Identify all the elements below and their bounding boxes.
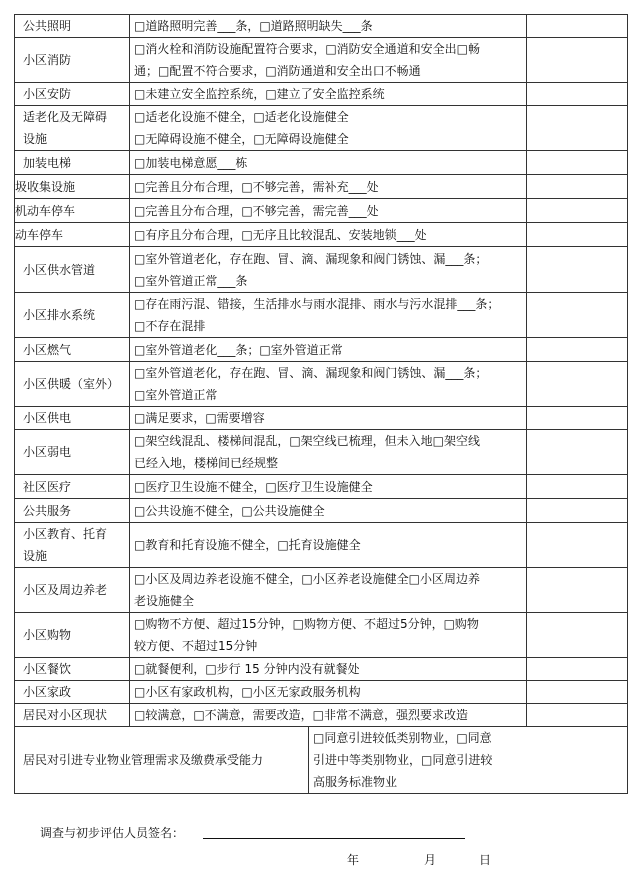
table-row: [15, 407, 628, 430]
row-label: 小区餐饮: [15, 658, 130, 681]
row-options: [130, 38, 527, 83]
row-label: 机动车停车: [15, 199, 130, 223]
remarks-cell: [527, 223, 628, 247]
row-options: [130, 523, 527, 568]
row-options: [130, 430, 527, 475]
row-options: [130, 681, 527, 704]
remarks-cell: [527, 499, 628, 523]
survey-table: [14, 14, 628, 794]
remarks-cell: [527, 247, 628, 293]
row-label: 小区供电: [15, 407, 130, 430]
remarks-cell: [527, 362, 628, 407]
remarks-cell: [527, 175, 628, 199]
table-row: [15, 338, 628, 362]
row-label: 动车停车: [15, 223, 130, 247]
table-row: [15, 151, 628, 175]
row-options: [130, 475, 527, 499]
remarks-cell: [527, 106, 628, 151]
option-line: 引进中等类别物业，□同意引进较: [313, 753, 493, 767]
row-options: [130, 362, 527, 407]
table-row: [15, 175, 628, 199]
table-row: [15, 15, 628, 38]
option-line: □小区有家政机构，□小区无家政服务机构: [134, 685, 361, 699]
option-line: □道路照明完善___条，□道路照明缺失___条: [134, 19, 373, 33]
label-line: 设施: [23, 549, 48, 563]
table-row: [15, 362, 628, 407]
remarks-cell: [527, 613, 628, 658]
option-line: □室外管道老化___条；□室外管道正常: [134, 342, 343, 357]
option-line: 已经入地，楼梯间已经规整: [134, 456, 279, 470]
table-row: [15, 613, 628, 658]
table-row: [15, 199, 628, 223]
table-row: [15, 38, 628, 83]
option-line: □存在雨污混、错接，生活排水与雨水混排、雨水与污水混排___条；: [134, 297, 500, 311]
remarks-cell: [527, 681, 628, 704]
table-row: [15, 727, 628, 794]
row-options: [130, 83, 527, 106]
label-line: 设施: [23, 132, 48, 146]
option-line: □公共设施不健全，□公共设施健全: [134, 503, 325, 518]
option-line: □消火栓和消防设施配置符合要求，□消防安全通道和安全出□畅: [134, 42, 481, 56]
row-label: 小区燃气: [15, 338, 130, 362]
option-line: □室外管道正常: [134, 388, 218, 402]
remarks-cell: [527, 151, 628, 175]
signature-label: 调查与初步评估人员签名：: [40, 826, 185, 840]
remarks-cell: [527, 15, 628, 38]
row-options: [130, 704, 527, 727]
row-label: 小区供水管道: [15, 247, 130, 293]
option-line: □完善且分布合理，□不够完善，需完善___处: [134, 203, 379, 218]
option-line: □有序且分布合理，□无序且比较混乱、安装地锁___处: [134, 227, 427, 242]
row-label: 小区消防: [15, 38, 130, 83]
row-label: [15, 106, 130, 151]
row-label: 小区弱电: [15, 430, 130, 475]
option-line: □室外管道老化，存在跑、冒、滴、漏现象和阀门锈蚀、漏___条；: [134, 251, 488, 266]
table-row: [15, 83, 628, 106]
row-options: [130, 568, 527, 613]
table-row: [15, 681, 628, 704]
row-label: 小区家政: [15, 681, 130, 704]
signature-line[interactable]: [203, 838, 465, 839]
table-row: [15, 106, 628, 151]
row-options: [130, 338, 527, 362]
row-label: [15, 523, 130, 568]
option-line: □教育和托育设施不健全，□托育设施健全: [134, 538, 361, 552]
row-label: 小区供暖（室外）: [15, 362, 130, 407]
table-row: [15, 475, 628, 499]
row-label: 社区医疗: [15, 475, 130, 499]
row-label: 居民对小区现状: [15, 704, 130, 727]
option-line: □满足要求，□需要增容: [134, 411, 265, 425]
date-month: 月: [424, 853, 437, 867]
option-line: 通；□配置不符合要求，□消防通道和安全出口不畅通: [134, 64, 421, 78]
option-line: 高服务标准物业: [313, 775, 398, 789]
table-row: [15, 523, 628, 568]
row-options: [130, 151, 527, 175]
row-options: [130, 175, 527, 199]
option-line: □无障碍设施不健全，□无障碍设施健全: [134, 132, 349, 146]
option-line: □就餐便利，□步行 15 分钟内没有就餐处: [134, 662, 360, 676]
row-label: 公共照明: [15, 15, 130, 38]
row-label: 公共服务: [15, 499, 130, 523]
table-row: [15, 430, 628, 475]
remarks-cell: [527, 568, 628, 613]
row-options: [130, 15, 527, 38]
row-options: [130, 658, 527, 681]
option-line: □较满意，□不满意，需要改造，□非常不满意，强烈要求改造: [134, 708, 469, 722]
table-row: [15, 499, 628, 523]
option-line: □加装电梯意愿___栋: [134, 155, 248, 170]
option-line: □室外管道老化，存在跑、冒、滴、漏现象和阀门锈蚀、漏___条；: [134, 366, 488, 380]
row-label: 圾收集设施: [15, 175, 130, 199]
remarks-cell: [527, 430, 628, 475]
remarks-cell: [527, 38, 628, 83]
option-line: □同意引进较低类别物业，□同意: [313, 731, 492, 745]
row-options: [130, 106, 527, 151]
option-line: □完善且分布合理，□不够完善，需补充___处: [134, 179, 379, 194]
option-line: □购物不方便、超过15分钟，□购物方便、不超过5分钟，□购物: [134, 617, 479, 631]
remarks-cell: [527, 475, 628, 499]
table-row: [15, 568, 628, 613]
row-options: [130, 223, 527, 247]
table-row: [15, 704, 628, 727]
option-line: 老设施健全: [134, 594, 195, 608]
table-row: [15, 658, 628, 681]
date-year: 年: [347, 853, 360, 867]
row-options: [130, 293, 527, 338]
final-row-options: [309, 727, 628, 794]
table-row: [15, 247, 628, 293]
remarks-cell: [527, 704, 628, 727]
label-line: 适老化及无障碍: [23, 110, 108, 124]
row-options: [130, 613, 527, 658]
row-label: 加装电梯: [15, 151, 130, 175]
row-label: 小区安防: [15, 83, 130, 106]
option-line: 较方便、不超过15分钟: [134, 639, 258, 653]
table-row: [15, 223, 628, 247]
row-label: 小区排水系统: [15, 293, 130, 338]
table-row: [15, 293, 628, 338]
remarks-cell: [527, 523, 628, 568]
option-line: □室外管道正常___条: [134, 273, 248, 288]
remarks-cell: [527, 407, 628, 430]
remarks-cell: [527, 338, 628, 362]
row-options: [130, 247, 527, 293]
option-line: □适老化设施不健全，□适老化设施健全: [134, 110, 349, 124]
row-label: 小区及周边养老: [15, 568, 130, 613]
remarks-cell: [527, 199, 628, 223]
row-options: [130, 499, 527, 523]
option-line: □小区及周边养老设施不健全，□小区养老设施健全□小区周边养: [134, 572, 481, 586]
date-day: 日: [479, 853, 492, 867]
remarks-cell: [527, 83, 628, 106]
row-options: [130, 407, 527, 430]
label-line: 小区教育、托育: [23, 527, 108, 541]
option-line: □不存在混排: [134, 319, 206, 333]
row-options: [130, 199, 527, 223]
row-label: 小区购物: [15, 613, 130, 658]
final-row-label: 居民对引进专业物业管理需求及缴费承受能力: [15, 727, 309, 794]
option-line: □未建立安全监控系统，□建立了安全监控系统: [134, 87, 385, 101]
remarks-cell: [527, 293, 628, 338]
option-line: □医疗卫生设施不健全，□医疗卫生设施健全: [134, 479, 373, 494]
option-line: □架空线混乱、楼梯间混乱，□架空线已梳理，但未入地□架空线: [134, 434, 481, 448]
remarks-cell: [527, 658, 628, 681]
